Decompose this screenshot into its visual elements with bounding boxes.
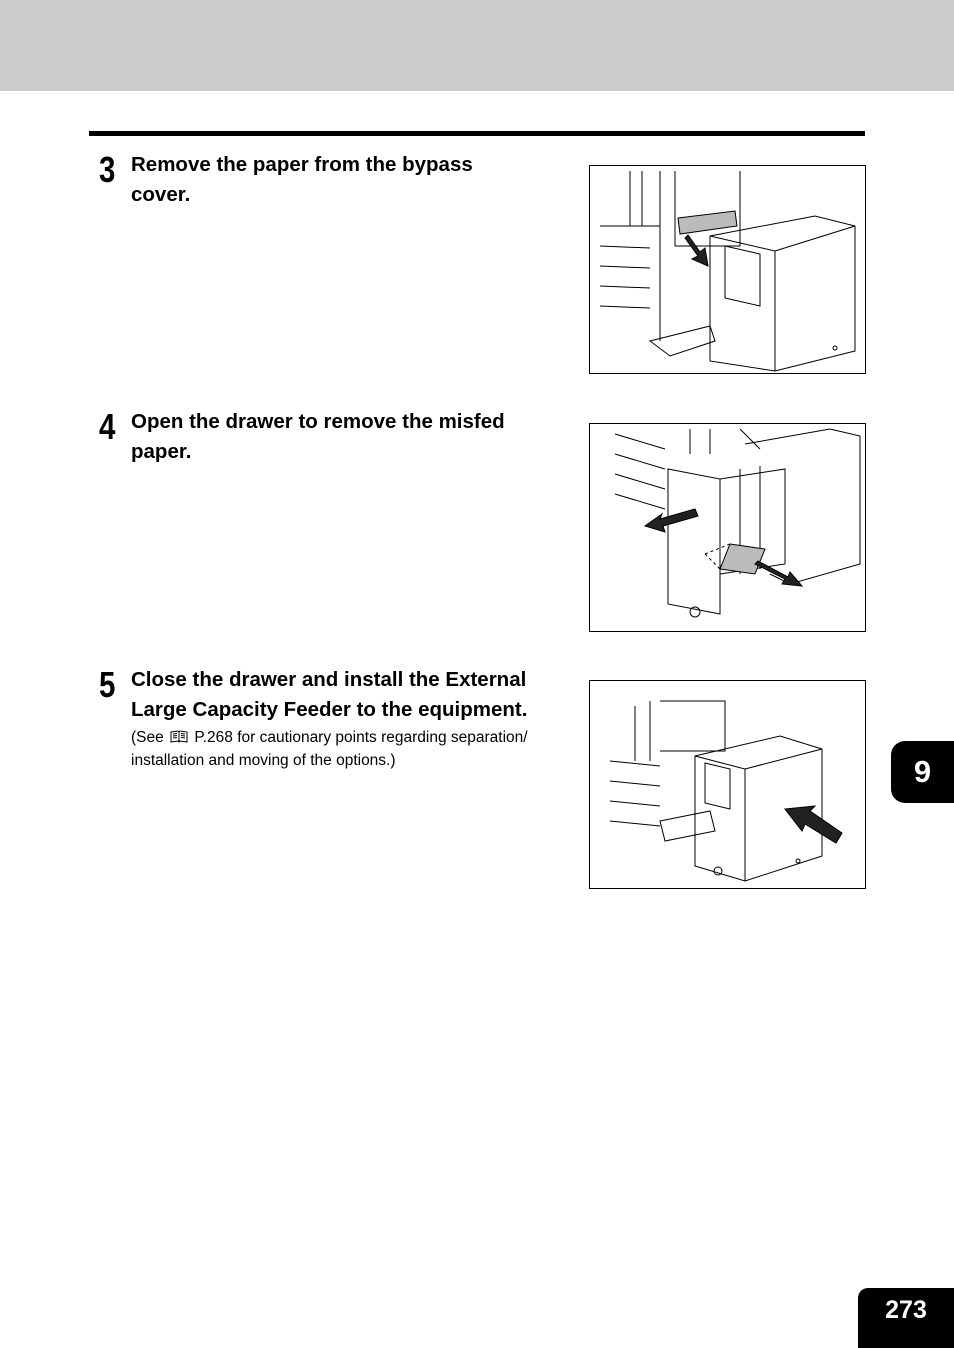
feeder-install-illustration: [589, 680, 866, 889]
step-title-line: Large Capacity Feeder to the equipment.: [131, 698, 528, 721]
step-number: 3: [99, 149, 116, 190]
chapter-tab[interactable]: 9: [891, 741, 954, 803]
step-title: [131, 407, 571, 467]
page-number: 273: [858, 1288, 954, 1348]
bypass-cover-paper-removal-illustration: [589, 165, 866, 374]
book-reference-icon: [170, 729, 188, 750]
step-note: [131, 727, 571, 771]
step-number: 4: [99, 406, 116, 447]
note-text: P.268 for cautionary points regarding separation/: [194, 729, 528, 746]
note-text: (See: [131, 729, 164, 746]
step-title-line: cover.: [131, 183, 191, 206]
step-title: [131, 665, 571, 725]
step-title-line: Open the drawer to remove the misfed: [131, 410, 505, 433]
step-title-line: paper.: [131, 440, 192, 463]
step-note-line: installation and moving of the options.): [131, 752, 396, 769]
step-title-line: Close the drawer and install the External: [131, 668, 527, 691]
drawer-open-misfed-paper-illustration: [589, 423, 866, 632]
step-note-line: [131, 727, 571, 750]
header-band: [0, 0, 954, 91]
step-number: 5: [99, 664, 116, 705]
step-title: [131, 150, 571, 210]
section-rule: [89, 131, 865, 136]
step-title-line: Remove the paper from the bypass: [131, 153, 473, 176]
